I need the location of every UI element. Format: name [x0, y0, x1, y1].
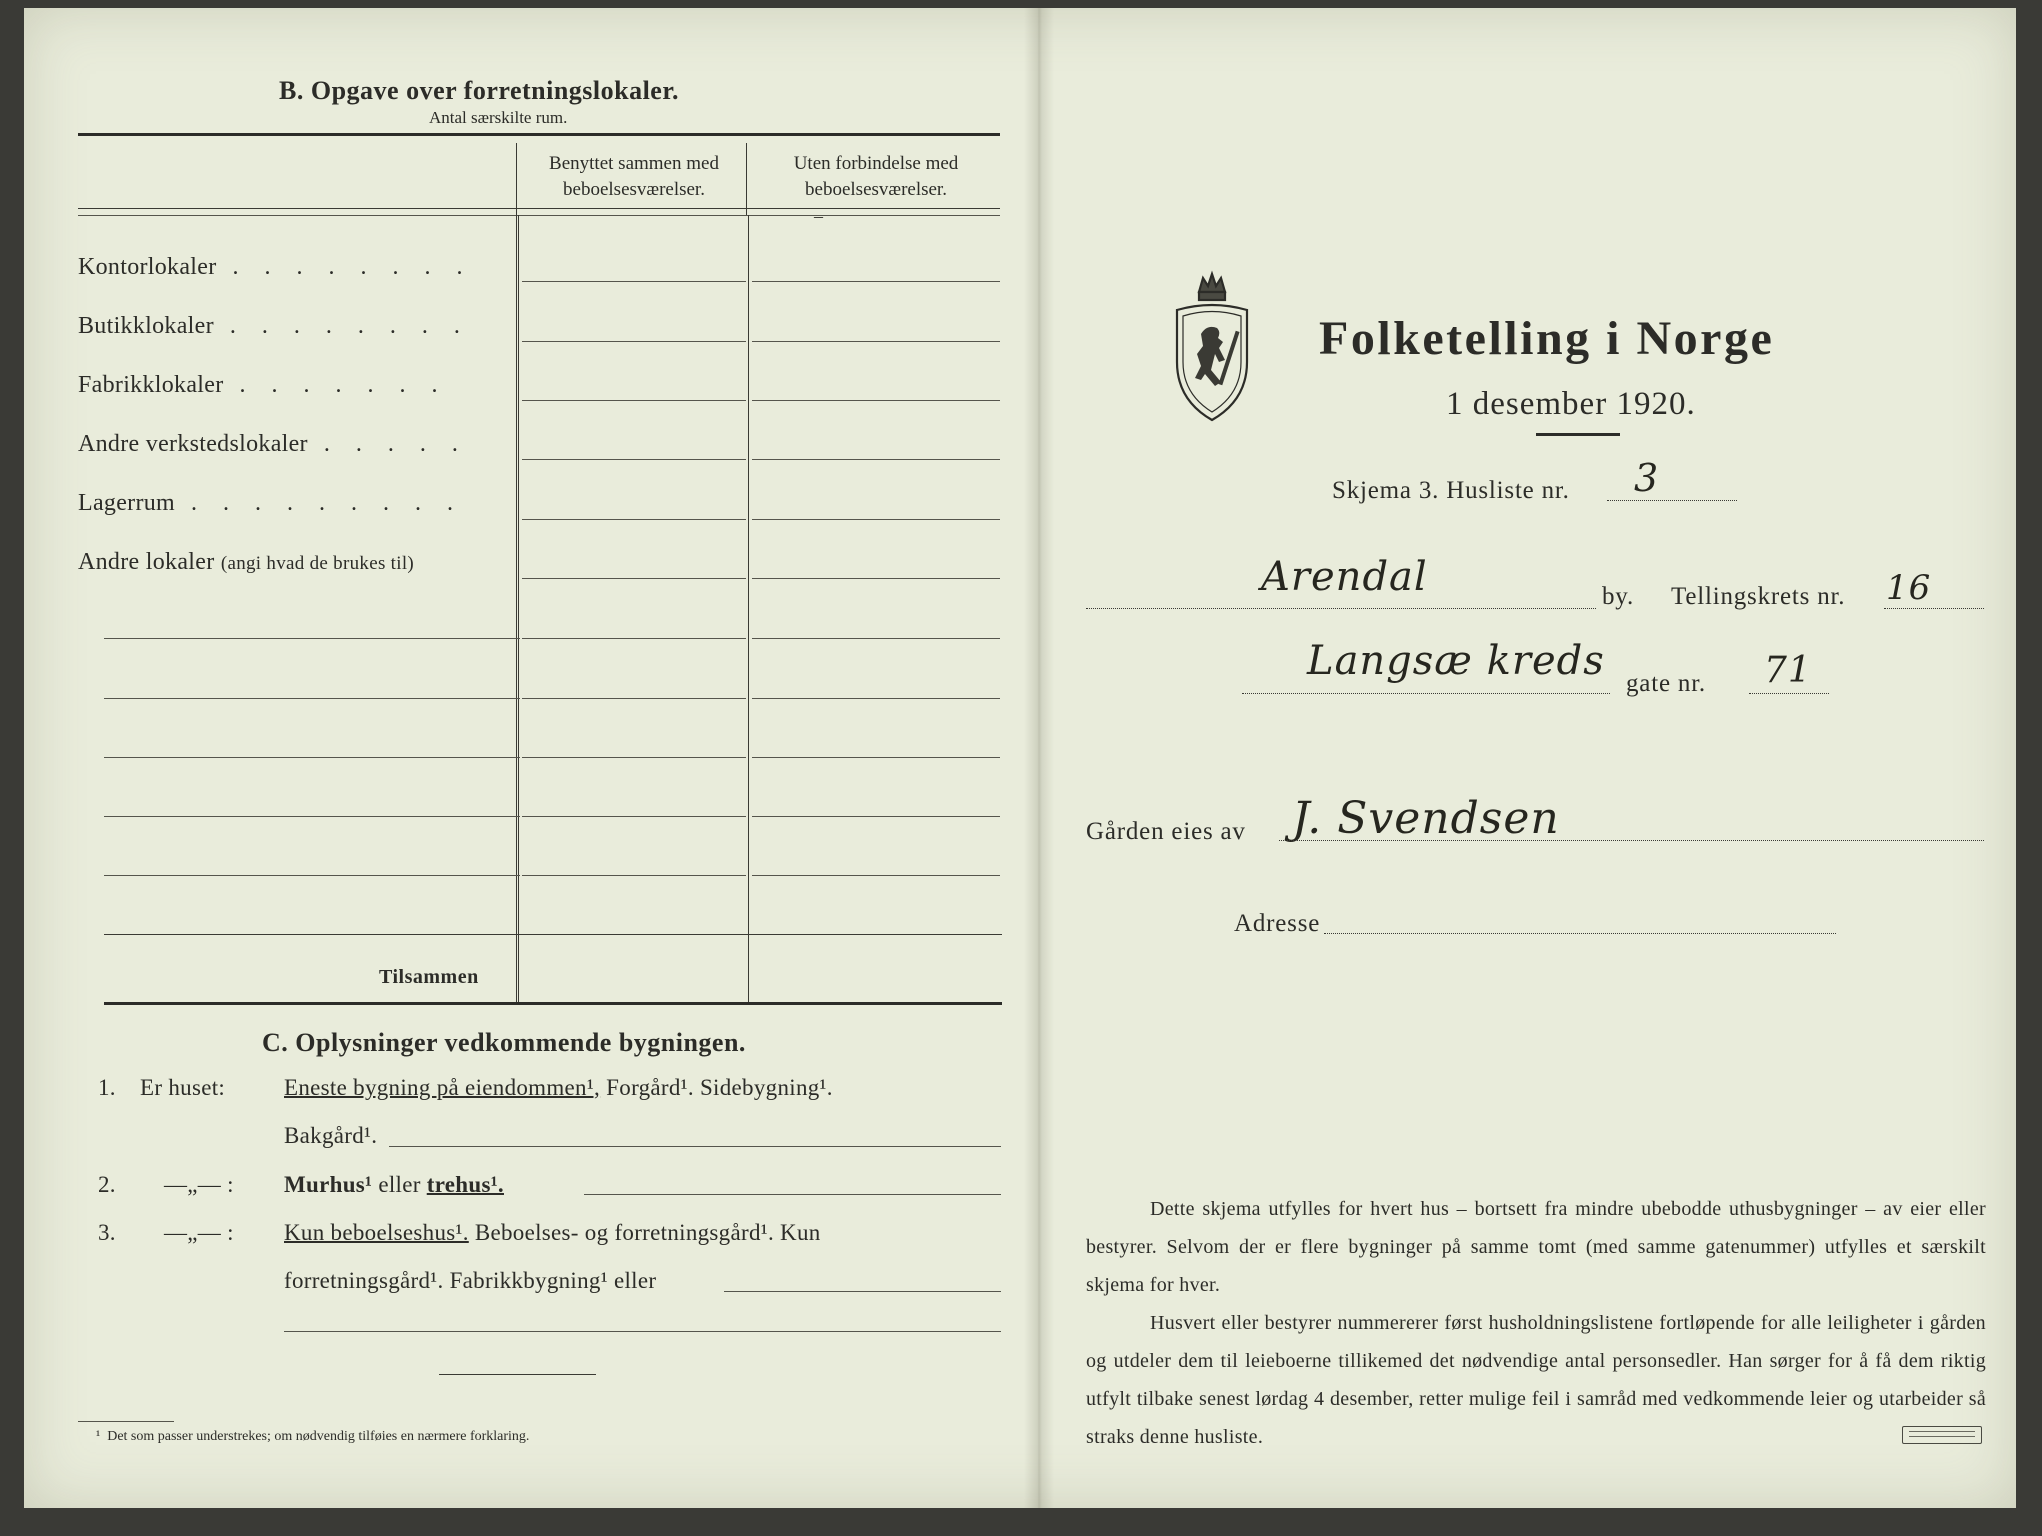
- form-date: 1 desember 1920.: [1446, 386, 1696, 422]
- form-title: Folketelling i Norge: [1319, 312, 1775, 365]
- cell-rule: [752, 875, 1000, 876]
- cell-rule: [522, 519, 746, 520]
- gate-nr-line: [1749, 693, 1829, 694]
- q2-label: —„— :: [164, 1172, 234, 1197]
- q1-options: Eneste bygning på eiendommen¹, Forgård¹. Sidebygning¹.: [284, 1075, 833, 1100]
- cell-rule: [752, 400, 1000, 401]
- q3-options: Kun beboelseshus¹. Beboelses- og forretningsgård¹. Kun: [284, 1220, 821, 1245]
- q1-label: Er huset:: [140, 1075, 226, 1100]
- footnote: ¹ Det som passer understrekes; om nødvendig tilføies en nærmere forklaring.: [96, 1429, 530, 1444]
- section-b-title: B. Opgave over forretningslokaler.: [279, 76, 680, 105]
- q1-fill-line: [389, 1146, 1001, 1147]
- row-label-fabrikklokaler: Fabrikklokaler . . . . . . .: [78, 372, 448, 398]
- tellingskrets-label: Tellingskrets nr.: [1671, 583, 1846, 610]
- row-label-lagerrum: Lagerrum . . . . . . . . .: [78, 490, 464, 516]
- title-rule: [1536, 433, 1620, 436]
- total-top-rule: [104, 934, 1002, 935]
- street-handwritten: Langsæ kreds: [1307, 638, 1605, 684]
- cell-rule: [752, 341, 1000, 342]
- section-end-rule: [439, 1374, 596, 1375]
- gate-nr-handwritten: 71: [1764, 650, 1812, 691]
- q2-selected-option: trehus¹.: [426, 1172, 504, 1197]
- table-col-divider: [516, 215, 519, 1005]
- street-line: [1242, 693, 1610, 694]
- cell-rule: [522, 757, 746, 758]
- q2-options: Murhus¹ eller trehus¹.: [284, 1172, 504, 1197]
- cell-rule: [522, 638, 746, 639]
- gate-label: gate nr.: [1626, 670, 1706, 697]
- cell-rule: [104, 757, 520, 758]
- cell-rule: [522, 341, 746, 342]
- husliste-nr-line: [1607, 500, 1737, 501]
- cell-rule: [522, 281, 746, 282]
- cell-rule: [752, 519, 1000, 520]
- cell-rule: [522, 459, 746, 460]
- table-header-rule-2: [78, 215, 1000, 216]
- section-b-subtitle: Antal særskilte rum.: [429, 108, 568, 127]
- cell-rule: [104, 698, 520, 699]
- q2-fill-line: [584, 1194, 1001, 1195]
- table-col-divider: [516, 143, 517, 215]
- cell-rule: [752, 281, 1000, 282]
- owner-handwritten: J. Svendsen: [1292, 793, 1560, 844]
- cell-rule: [522, 578, 746, 579]
- q3-selected-option: Kun beboelseshus¹.: [284, 1220, 469, 1245]
- cell-rule: [752, 757, 1000, 758]
- q2-number: 2.: [98, 1172, 116, 1197]
- norwegian-coat-of-arms-icon: [1171, 270, 1253, 426]
- dash-mark: –: [814, 206, 823, 226]
- q1-number: 1.: [98, 1075, 116, 1100]
- cell-rule: [522, 400, 746, 401]
- table-col-divider: [746, 143, 747, 215]
- owner-label: Gården eies av: [1086, 818, 1246, 845]
- tellingskrets-line: [1884, 608, 1984, 609]
- cell-rule: [752, 459, 1000, 460]
- page-fold: [1024, 8, 1054, 1508]
- cell-rule: [752, 698, 1000, 699]
- cell-rule: [752, 578, 1000, 579]
- q1-line2: Bakgård¹.: [284, 1123, 378, 1148]
- row-label-kontorlokaler: Kontorlokaler . . . . . . . .: [78, 254, 473, 280]
- table-bottom-rule: [104, 1002, 1002, 1005]
- q3-line2: forretningsgård¹. Fabrikkbygning¹ eller: [284, 1268, 657, 1293]
- owner-line: [1279, 840, 1984, 841]
- table-top-rule: [78, 133, 1000, 136]
- tellingskrets-nr-handwritten: 16: [1886, 568, 1932, 608]
- q1-selected-option: Eneste bygning på eiendommen¹,: [284, 1075, 601, 1100]
- section-c-title: C. Oplysninger vedkommende bygningen.: [262, 1028, 746, 1057]
- q3-fill-line-2: [284, 1331, 1001, 1332]
- row-label-andre-verkstedslokaler: Andre verkstedslokaler . . . . .: [78, 431, 468, 457]
- col1-header: Benyttet sammen med beboelsesværelser.: [549, 153, 719, 200]
- q3-fill-line: [724, 1291, 1001, 1292]
- instructions-paragraph-1: Dette skjema utfylles for hvert hus – bortsett fra mindre ubebodde uthusbygninger – av eier eller bestyrer. Selvom der er flere bygninger på samme tomt (med samme gatenummer) utfylles et særskilt skjema for hver.: [1086, 1198, 1986, 1296]
- cell-rule: [522, 816, 746, 817]
- cell-rule: [522, 698, 746, 699]
- cell-rule: [752, 816, 1000, 817]
- census-form-sheet: [24, 8, 2016, 1508]
- cell-rule: [104, 875, 520, 876]
- printer-stamp: [1902, 1426, 1982, 1444]
- col2-header: Uten forbindelse med beboelsesværelser.: [793, 153, 959, 200]
- husliste-nr-handwritten: 3: [1634, 456, 1660, 500]
- address-label: Adresse: [1234, 910, 1321, 937]
- cell-rule: [752, 638, 1000, 639]
- footnote-rule: [78, 1421, 174, 1422]
- q3-number: 3.: [98, 1220, 116, 1245]
- city-line: [1086, 608, 1596, 609]
- cell-rule: [104, 638, 520, 639]
- cell-rule: [522, 875, 746, 876]
- table-col-divider: [748, 215, 749, 1005]
- total-label: Tilsammen: [379, 966, 479, 988]
- by-label: by.: [1602, 583, 1635, 610]
- city-handwritten: Arendal: [1261, 554, 1428, 600]
- instructions-paragraph-2: Husvert eller bestyrer nummererer først husholdningslistene fortløpende for alle leiligheter i gården og utdeler dem til leieboerne tillikemed det nødvendige antal personsedler. Han sørger for å få dem riktig utfylt tilbake senest lørdag 4 desember, retter mulige feil i samråd med vedkommende leier og utarbeider så straks denne husliste.: [1086, 1312, 1986, 1448]
- schema-label: Skjema 3. Husliste nr.: [1332, 477, 1570, 504]
- table-header-rule: [78, 208, 1000, 209]
- row-label-andre-lokaler: Andre lokaler (angi hvad de brukes til): [78, 549, 415, 575]
- row-label-butikklokaler: Butikklokaler . . . . . . . .: [78, 313, 470, 339]
- q3-label: —„— :: [164, 1220, 234, 1245]
- address-line: [1324, 933, 1836, 934]
- cell-rule: [104, 816, 520, 817]
